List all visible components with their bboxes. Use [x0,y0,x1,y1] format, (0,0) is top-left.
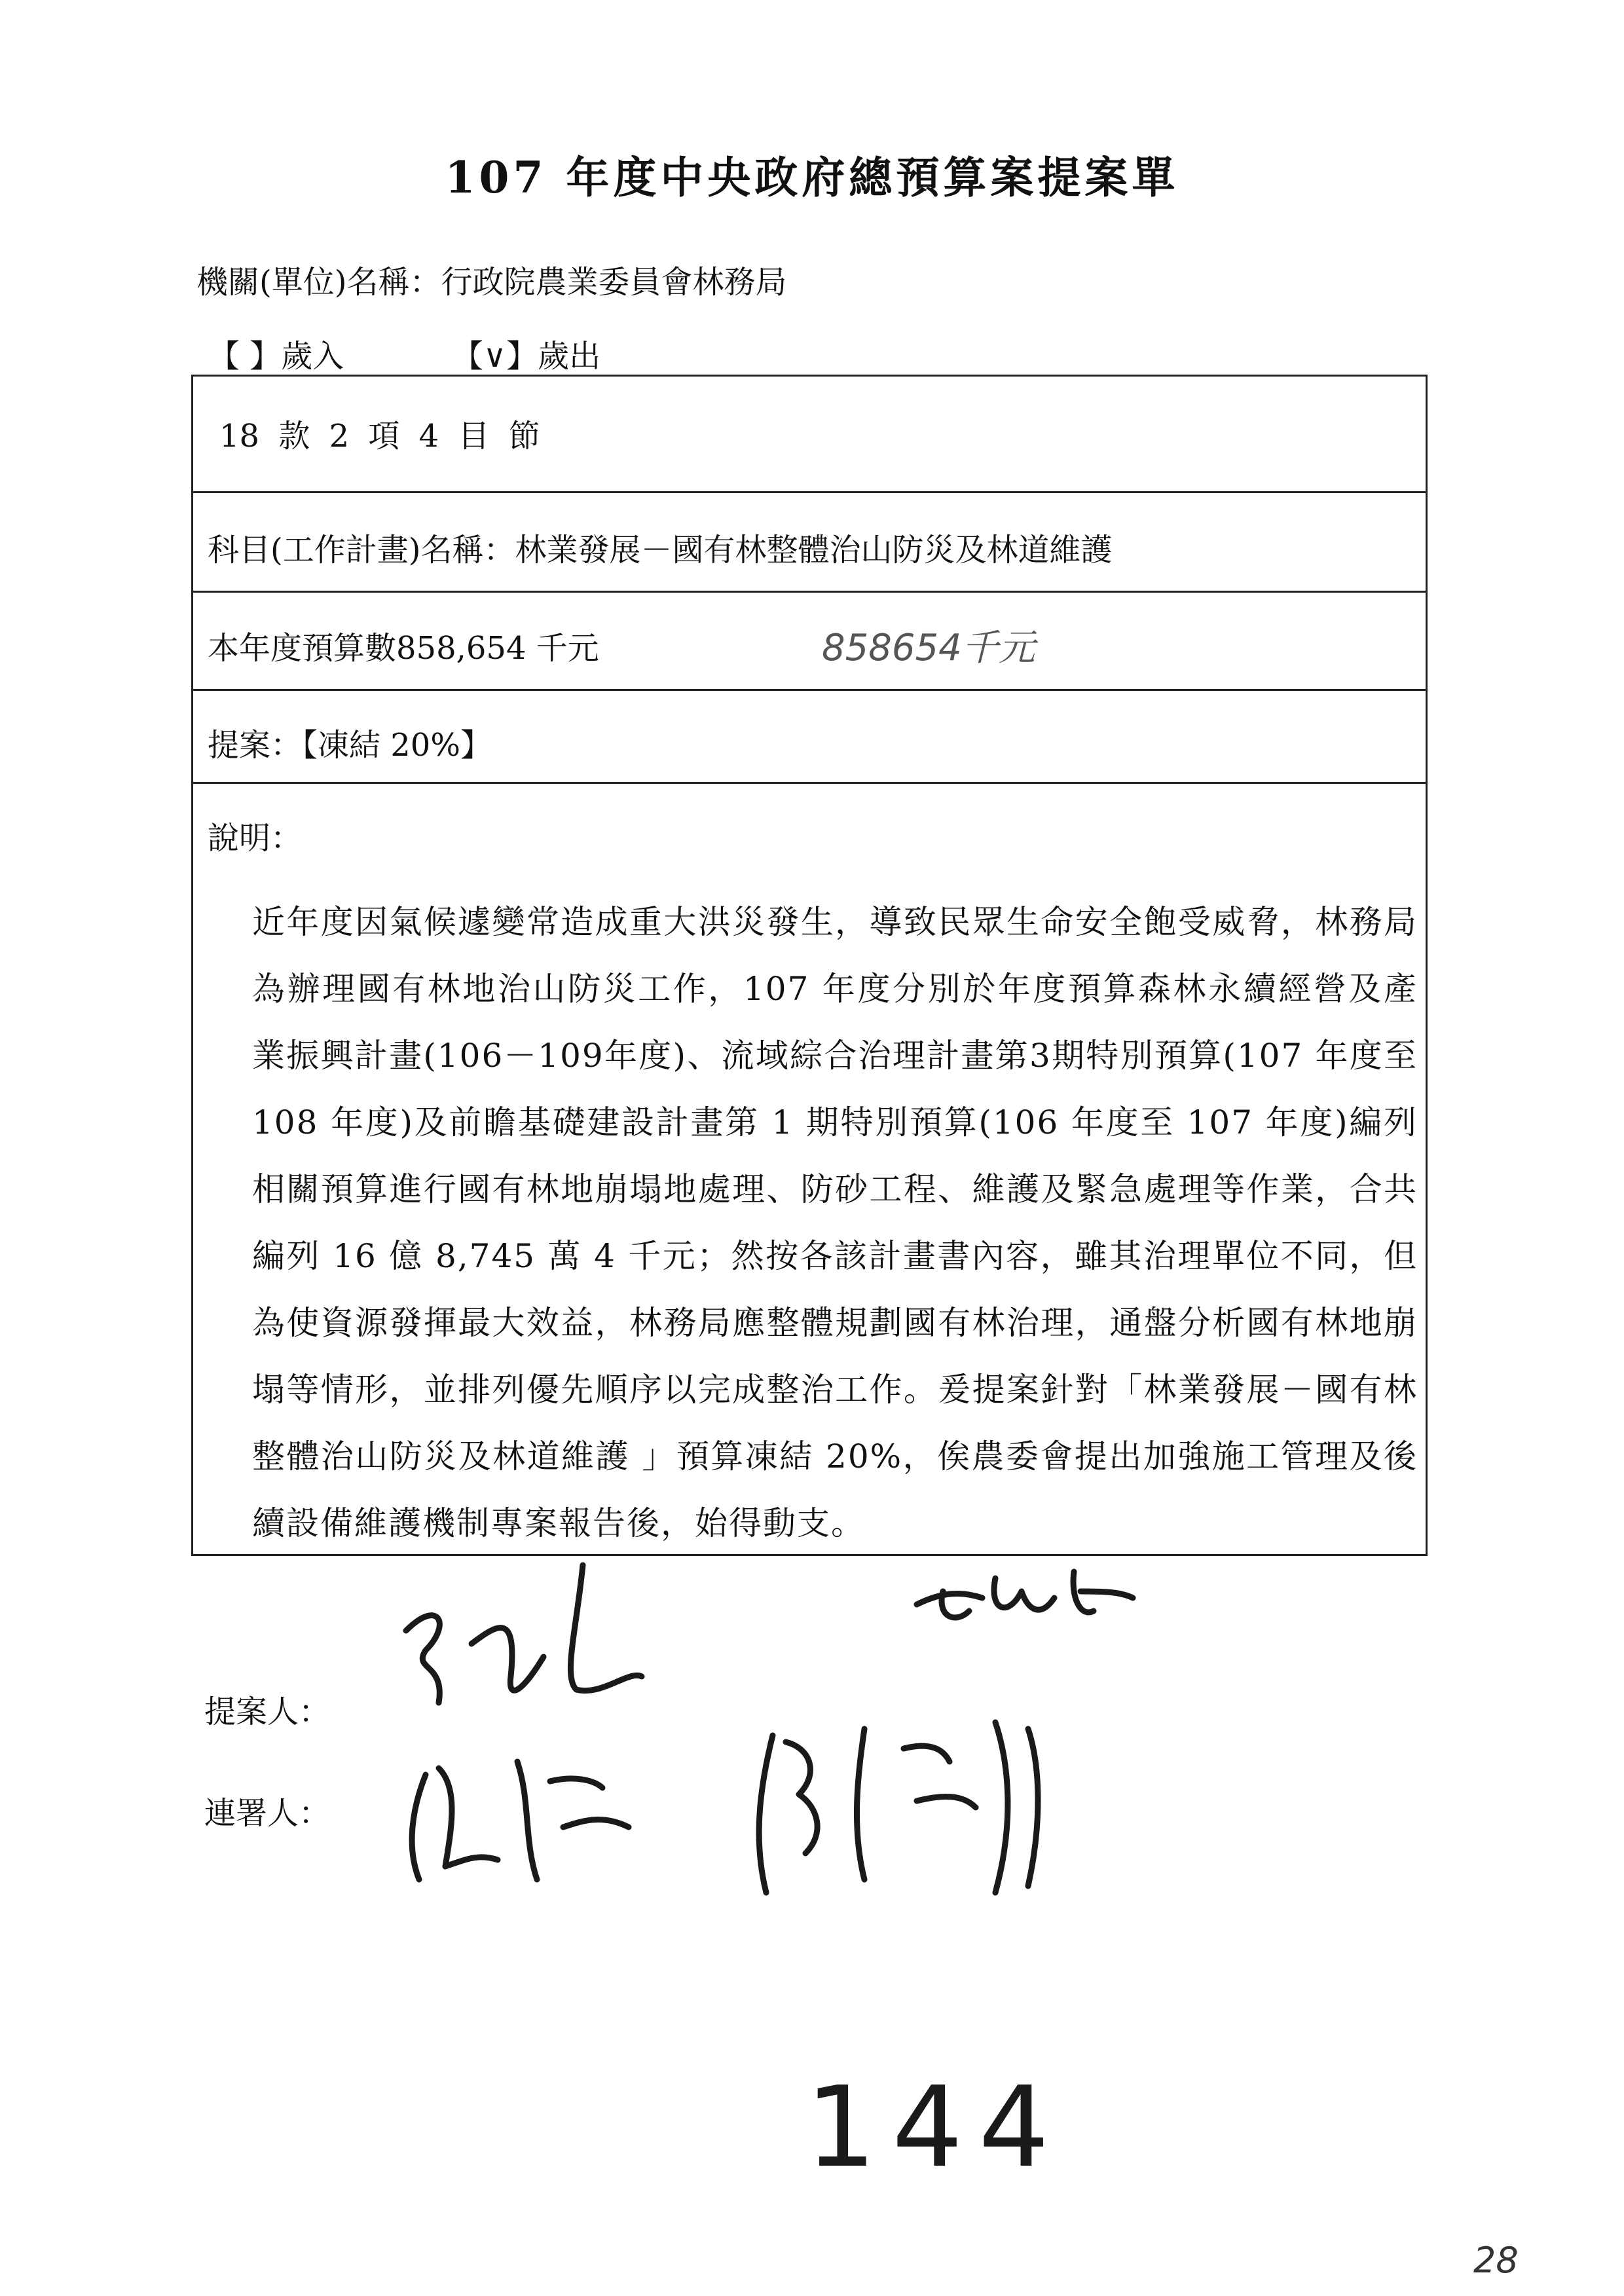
proposer-label: 提案人： [204,1694,331,1730]
page-stamp: 144 [805,2063,1065,2193]
budget-handwritten: 858654千元 [822,627,1035,669]
explanation-label: 說明： [208,820,303,857]
proposal-table [191,375,1428,1556]
proposal-row [193,691,1426,784]
budget-value: 858,654 千元 [396,630,599,667]
expenditure-checkbox: 【∨】歲出 [452,338,601,375]
page-title: 107 年度中央政府總預算案提案單 [445,152,1179,203]
proposal-text: 提案：【凍結 20%】 [208,727,492,764]
cosigner-signature-3 [759,1722,1038,1893]
explanation-cell [193,784,1426,1554]
budget-label: 本年度預算數858,654 千元 [208,630,599,667]
program-name: 科目(工作計畫)名稱：林業發展－國有林整體治山防災及林道維護 [208,532,1113,568]
proposer-signature [406,1565,642,1703]
budget-row [193,593,1426,691]
corner-page-number: 28 [1473,2240,1519,2281]
signatures [367,1552,1218,1945]
explanation-text: 近年度因氣候遽變常造成重大洪災發生，導致民眾生命安全飽受威脅，林務局為辦理國有林地治山防災工作，107 年度分別於年度預算森林永續經營及產業振興計畫(106－109年度)、流域綜合治理計畫第3期特別預算(107 年度至 108 年度)及前瞻基礎建設計畫第 1 期特別預算(106 年度至 107 年度)編列相關預算進行國有林地崩塌地處理、防砂工程、維護及緊急處理等作業，合共編列 16 億 8,745 萬 4 千元；然按各該計畫書內容，雖其治理單位不同，但為使資源發揮最大效益，林務局應整體規劃國有林治理，通盤分析國有林地崩塌等情形，並排列優先順序以完成整治工作。爰提案針對「林業發展－國有林整體治山防災及林道維護 」預算凍結 20%，俟農委會提出加強施工管理及後續設備維護機制專案報告後，始得動支。 [252,903,1418,1542]
section-text: 18 款 2 項 4 目 節 [219,418,540,454]
cosigner-signature-2 [412,1762,629,1879]
cosigner-label: 連署人： [204,1795,331,1832]
section-row [193,377,1426,493]
revenue-checkbox: 【 】歲入 [208,338,344,375]
agency-name: 機關(單位)名稱：行政院農業委員會林務局 [196,264,787,301]
cosigner-signature-1 [917,1572,1133,1618]
program-row [193,493,1426,593]
